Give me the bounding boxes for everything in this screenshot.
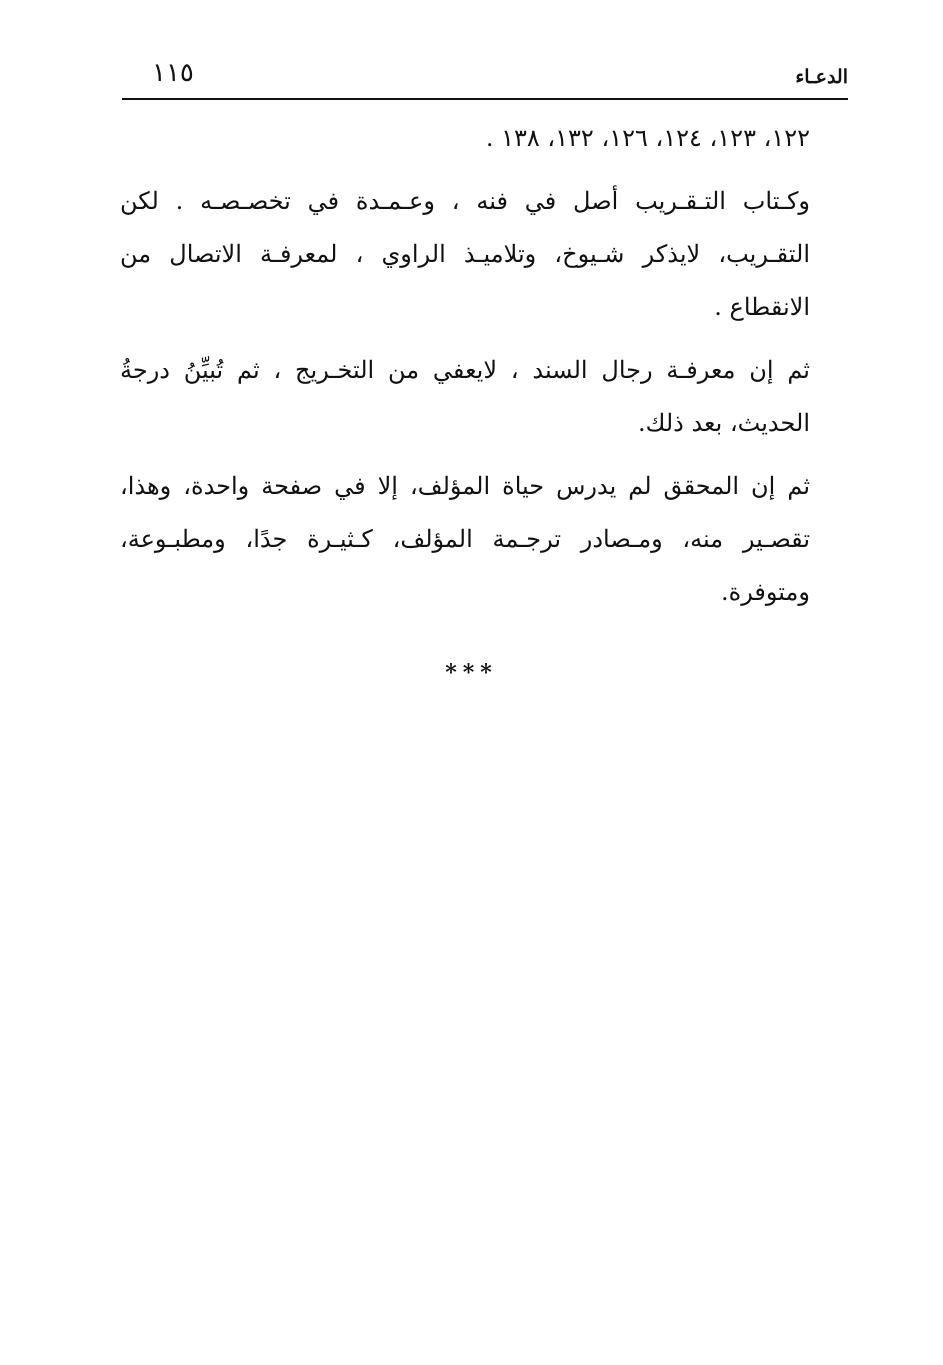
paragraph-taqrib: وكـتاب التـقـريب أصل في فنه ، وعـمـدة في تخصـصـه . لكن التقـريب، لايذكر شـيوخ، وتلاميـذ الراوي ، لمعرفـة الاتصال من الانقطاع .: [120, 187, 810, 321]
paragraph-author-biography: ثم إن المحقق لم يدرس حياة المؤلف، إلا في صفحة واحدة، وهذا، تقصـير منه، ومـصادر ترجـمة المؤلف، كـثيـرة جدًا، ومطبـوعة، ومتوفرة.: [120, 472, 810, 606]
chapter-title: الدعـاء: [795, 66, 848, 88]
section-separator: ***: [445, 660, 498, 686]
paragraph-page-references: ١٢٢، ١٢٣، ١٢٤، ١٢٦، ١٣٢، ١٣٨ .: [485, 124, 810, 152]
header-divider: [122, 98, 848, 100]
body-text: [120, 112, 810, 629]
running-header: [122, 58, 848, 98]
paragraph-isnad: ثم إن معرفـة رجال السند ، لايعفي من التخـريج ، ثم تُبيِّنُ درجةُ الحديث، بعد ذلك.: [120, 356, 810, 437]
page-number: ١١٥: [152, 58, 194, 88]
